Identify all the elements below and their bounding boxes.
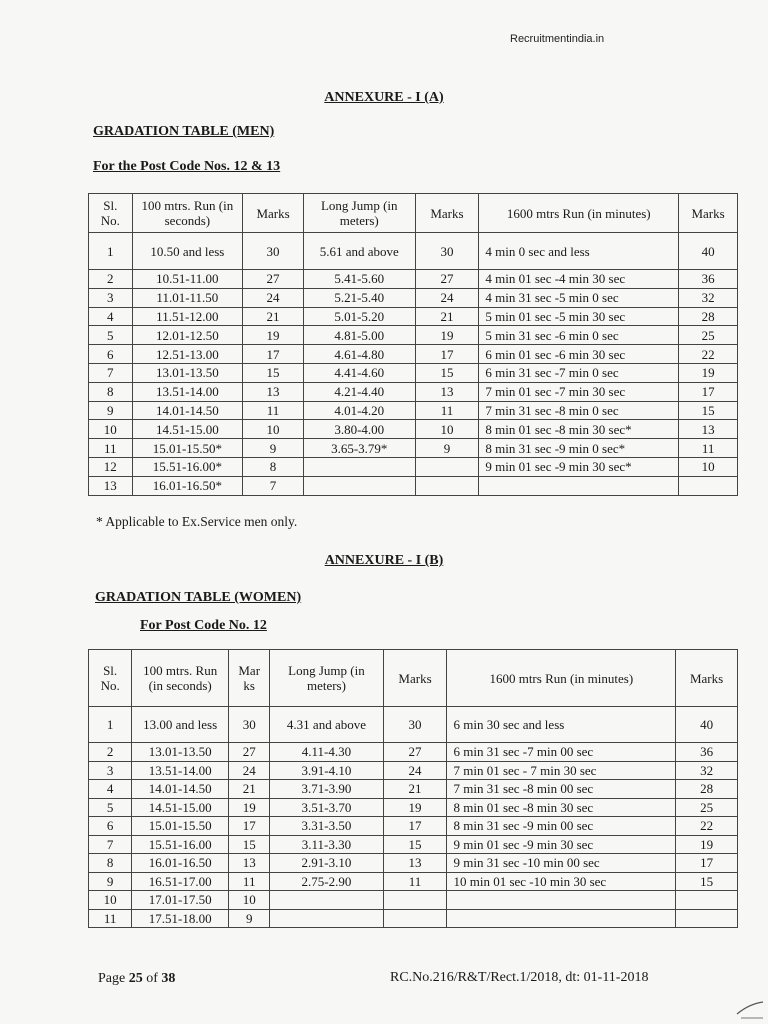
table-cell: 11 bbox=[415, 401, 479, 420]
table-row bbox=[89, 854, 738, 873]
table-cell: 27 bbox=[229, 743, 270, 762]
table-cell: 9 min 01 sec -9 min 30 sec bbox=[447, 835, 676, 854]
table-cell: 10 bbox=[679, 457, 738, 476]
table-cell: 11 bbox=[383, 872, 447, 891]
table-cell: 3.65-3.79* bbox=[303, 439, 415, 458]
table-cell: 6 min 30 sec and less bbox=[447, 707, 676, 743]
table-row bbox=[89, 707, 738, 743]
gradation-table-women bbox=[88, 649, 738, 928]
table-cell: 19 bbox=[383, 798, 447, 817]
table-cell: 3.51-3.70 bbox=[270, 798, 383, 817]
table-cell: 11 bbox=[243, 401, 304, 420]
table-cell: 7 min 01 sec - 7 min 30 sec bbox=[447, 761, 676, 780]
table-cell: 27 bbox=[243, 270, 304, 289]
table-row bbox=[89, 909, 738, 928]
table-cell: 3.31-3.50 bbox=[270, 817, 383, 836]
table-cell: 17 bbox=[229, 817, 270, 836]
table-cell: 4.41-4.60 bbox=[303, 363, 415, 382]
table-cell bbox=[383, 891, 447, 910]
table-cell: 8 bbox=[89, 854, 132, 873]
table-cell: 15.51-16.00 bbox=[132, 835, 229, 854]
table-cell bbox=[447, 909, 676, 928]
table-cell: 14.51-15.00 bbox=[132, 420, 243, 439]
table-cell: 6 min 31 sec -7 min 0 sec bbox=[479, 363, 679, 382]
table-cell: 32 bbox=[676, 761, 738, 780]
table-cell bbox=[415, 476, 479, 495]
table-cell: 17.01-17.50 bbox=[132, 891, 229, 910]
watermark: Recruitmentindia.in bbox=[510, 33, 605, 45]
table-cell: 10 bbox=[89, 891, 132, 910]
page-total: 38 bbox=[161, 971, 176, 986]
annexure-b-title: ANNEXURE - I (B) bbox=[324, 553, 444, 568]
table-cell: 2 bbox=[89, 270, 133, 289]
table-cell: 17 bbox=[383, 817, 447, 836]
table-row bbox=[89, 780, 738, 799]
table-cell: 4 bbox=[89, 307, 133, 326]
column-header: Marks bbox=[243, 194, 304, 233]
table-cell: 15 bbox=[383, 835, 447, 854]
table-cell: 4.11-4.30 bbox=[270, 743, 383, 762]
table-cell bbox=[447, 891, 676, 910]
reference-number: RC.No.216/R&T/Rect.1/2018, dt: 01-11-2018 bbox=[390, 970, 649, 985]
corner-pen-mark bbox=[735, 1000, 765, 1020]
table-cell: 17 bbox=[679, 382, 738, 401]
table-cell: 24 bbox=[415, 288, 479, 307]
table-cell: 4 min 31 sec -5 min 0 sec bbox=[479, 288, 679, 307]
table-cell: 16.01-16.50* bbox=[132, 476, 243, 495]
table-cell: 13 bbox=[89, 476, 133, 495]
page-current: 25 bbox=[128, 971, 143, 986]
table-cell: 15 bbox=[679, 401, 738, 420]
table-row bbox=[89, 288, 738, 307]
table-cell: 13 bbox=[679, 420, 738, 439]
table-cell: 21 bbox=[415, 307, 479, 326]
table-cell: 19 bbox=[243, 326, 304, 345]
table-cell: 15 bbox=[243, 363, 304, 382]
table-cell: 15 bbox=[229, 835, 270, 854]
table-cell: 14.01-14.50 bbox=[132, 401, 243, 420]
table-row bbox=[89, 307, 738, 326]
table-cell: 8 min 31 sec -9 min 0 sec* bbox=[479, 439, 679, 458]
column-header: 1600 mtrs Run (in minutes) bbox=[479, 194, 679, 233]
table-cell: 8 min 01 sec -8 min 30 sec* bbox=[479, 420, 679, 439]
table-cell: 11.01-11.50 bbox=[132, 288, 243, 307]
table-cell: 32 bbox=[679, 288, 738, 307]
table-row bbox=[89, 817, 738, 836]
table-cell: 11 bbox=[229, 872, 270, 891]
table-cell: 4 min 0 sec and less bbox=[479, 233, 679, 270]
table-row bbox=[89, 798, 738, 817]
table-cell: 6 min 01 sec -6 min 30 sec bbox=[479, 345, 679, 364]
table-cell: 27 bbox=[383, 743, 447, 762]
table-cell: 22 bbox=[676, 817, 738, 836]
table-row bbox=[89, 270, 738, 289]
table-cell bbox=[303, 476, 415, 495]
column-header: Marks bbox=[383, 650, 447, 707]
page-prefix: Page bbox=[98, 971, 126, 986]
table-cell: 19 bbox=[676, 835, 738, 854]
column-header: Long Jump (in meters) bbox=[270, 650, 383, 707]
table-cell: 25 bbox=[679, 326, 738, 345]
column-header: Marks bbox=[415, 194, 479, 233]
table-row bbox=[89, 345, 738, 364]
table-cell: 5.01-5.20 bbox=[303, 307, 415, 326]
table-cell: 24 bbox=[383, 761, 447, 780]
table-cell: 9 bbox=[229, 909, 270, 928]
table-cell: 6 bbox=[89, 817, 132, 836]
table-cell: 6 min 31 sec -7 min 00 sec bbox=[447, 743, 676, 762]
table-cell: 13 bbox=[415, 382, 479, 401]
table-cell: 9 bbox=[415, 439, 479, 458]
table-cell: 21 bbox=[229, 780, 270, 799]
table-cell: 11.51-12.00 bbox=[132, 307, 243, 326]
table-cell: 4.21-4.40 bbox=[303, 382, 415, 401]
table-cell: 15.01-15.50* bbox=[132, 439, 243, 458]
table-cell: 4.81-5.00 bbox=[303, 326, 415, 345]
table-row bbox=[89, 835, 738, 854]
table-row bbox=[89, 761, 738, 780]
post-code-subheading-men: For the Post Code Nos. 12 & 13 bbox=[93, 159, 281, 174]
table-cell: 9 bbox=[89, 872, 132, 891]
table-cell: 30 bbox=[383, 707, 447, 743]
table-cell: 27 bbox=[415, 270, 479, 289]
ex-service-note: * Applicable to Ex.Service men only. bbox=[96, 514, 298, 529]
table-cell bbox=[415, 457, 479, 476]
table-cell: 3.80-4.00 bbox=[303, 420, 415, 439]
table-cell bbox=[303, 457, 415, 476]
table-cell: 10.51-11.00 bbox=[132, 270, 243, 289]
annexure-a-title: ANNEXURE - I (A) bbox=[324, 90, 444, 105]
table-cell: 15 bbox=[415, 363, 479, 382]
table-cell: 7 bbox=[89, 363, 133, 382]
table-cell: 3.71-3.90 bbox=[270, 780, 383, 799]
table-cell: 1 bbox=[89, 233, 133, 270]
column-header: Marks bbox=[676, 650, 738, 707]
table-cell: 3.91-4.10 bbox=[270, 761, 383, 780]
table-cell: 4.01-4.20 bbox=[303, 401, 415, 420]
table-row bbox=[89, 872, 738, 891]
table-cell: 13.00 and less bbox=[132, 707, 229, 743]
table-cell: 5 bbox=[89, 798, 132, 817]
table-cell: 7 bbox=[243, 476, 304, 495]
column-header: Marks bbox=[679, 194, 738, 233]
table-cell: 5 bbox=[89, 326, 133, 345]
gradation-heading-men: GRADATION TABLE (MEN) bbox=[93, 124, 275, 139]
table-cell: 2.91-3.10 bbox=[270, 854, 383, 873]
table-cell: 9 min 01 sec -9 min 30 sec* bbox=[479, 457, 679, 476]
table-cell: 8 bbox=[243, 457, 304, 476]
table-cell: 17 bbox=[243, 345, 304, 364]
table-cell: 24 bbox=[229, 761, 270, 780]
table-cell: 10 bbox=[415, 420, 479, 439]
page-number bbox=[98, 971, 175, 987]
table-cell: 30 bbox=[243, 233, 304, 270]
table-row bbox=[89, 420, 738, 439]
table-row bbox=[89, 382, 738, 401]
table-cell: 10 min 01 sec -10 min 30 sec bbox=[447, 872, 676, 891]
table-cell: 12.01-12.50 bbox=[132, 326, 243, 345]
column-header: Long Jump (in meters) bbox=[303, 194, 415, 233]
table-cell: 25 bbox=[676, 798, 738, 817]
table-cell: 40 bbox=[679, 233, 738, 270]
table-cell: 10.50 and less bbox=[132, 233, 243, 270]
table-row bbox=[89, 363, 738, 382]
table-cell: 16.01-16.50 bbox=[132, 854, 229, 873]
table-cell: 9 bbox=[89, 401, 133, 420]
gradation-table-men bbox=[88, 193, 738, 496]
table-cell: 17 bbox=[676, 854, 738, 873]
table-cell: 8 bbox=[89, 382, 133, 401]
table-cell: 15.51-16.00* bbox=[132, 457, 243, 476]
table-cell: 28 bbox=[676, 780, 738, 799]
table-cell bbox=[679, 476, 738, 495]
table-cell: 12 bbox=[89, 457, 133, 476]
table-cell: 7 min 31 sec -8 min 00 sec bbox=[447, 780, 676, 799]
table-cell: 15 bbox=[676, 872, 738, 891]
table-cell: 9 bbox=[243, 439, 304, 458]
table-cell: 7 bbox=[89, 835, 132, 854]
table-cell: 13.51-14.00 bbox=[132, 382, 243, 401]
post-code-subheading-women: For Post Code No. 12 bbox=[140, 618, 267, 633]
table-cell: 13.51-14.00 bbox=[132, 761, 229, 780]
table-row bbox=[89, 439, 738, 458]
table-row bbox=[89, 401, 738, 420]
table-row bbox=[89, 476, 738, 495]
gradation-heading-women: GRADATION TABLE (WOMEN) bbox=[95, 590, 302, 605]
table-cell: 30 bbox=[229, 707, 270, 743]
table-cell bbox=[383, 909, 447, 928]
table-cell: 3.11-3.30 bbox=[270, 835, 383, 854]
table-cell: 13.01-13.50 bbox=[132, 743, 229, 762]
table-cell: 4 min 01 sec -4 min 30 sec bbox=[479, 270, 679, 289]
table-cell bbox=[270, 909, 383, 928]
table-cell: 21 bbox=[383, 780, 447, 799]
table-cell: 5.41-5.60 bbox=[303, 270, 415, 289]
table-cell: 8 min 01 sec -8 min 30 sec bbox=[447, 798, 676, 817]
table-cell: 3 bbox=[89, 288, 133, 307]
table-row bbox=[89, 233, 738, 270]
table-cell: 22 bbox=[679, 345, 738, 364]
table-cell: 12.51-13.00 bbox=[132, 345, 243, 364]
table-cell: 19 bbox=[229, 798, 270, 817]
table-cell: 5 min 01 sec -5 min 30 sec bbox=[479, 307, 679, 326]
table-cell: 10 bbox=[89, 420, 133, 439]
table-cell: 4.31 and above bbox=[270, 707, 383, 743]
table-cell: 9 min 31 sec -10 min 00 sec bbox=[447, 854, 676, 873]
table-cell: 16.51-17.00 bbox=[132, 872, 229, 891]
table-cell: 30 bbox=[415, 233, 479, 270]
table-header-row bbox=[89, 650, 738, 707]
table-cell bbox=[676, 891, 738, 910]
table-cell: 5.21-5.40 bbox=[303, 288, 415, 307]
table-cell: 2.75-2.90 bbox=[270, 872, 383, 891]
table-cell bbox=[676, 909, 738, 928]
column-header: 100 mtrs. Run (in seconds) bbox=[132, 194, 243, 233]
table-row bbox=[89, 743, 738, 762]
table-cell: 4.61-4.80 bbox=[303, 345, 415, 364]
table-cell: 11 bbox=[89, 439, 133, 458]
table-cell: 5 min 31 sec -6 min 0 sec bbox=[479, 326, 679, 345]
table-cell: 3 bbox=[89, 761, 132, 780]
table-header-row bbox=[89, 194, 738, 233]
table-cell: 2 bbox=[89, 743, 132, 762]
table-row bbox=[89, 326, 738, 345]
column-header: 100 mtrs. Run (in seconds) bbox=[132, 650, 229, 707]
table-cell: 28 bbox=[679, 307, 738, 326]
table-cell: 36 bbox=[676, 743, 738, 762]
page-of: of bbox=[146, 971, 158, 986]
table-cell: 10 bbox=[243, 420, 304, 439]
table-row bbox=[89, 457, 738, 476]
column-header: Sl. No. bbox=[89, 194, 133, 233]
table-cell: 10 bbox=[229, 891, 270, 910]
table-cell: 40 bbox=[676, 707, 738, 743]
table-cell: 13 bbox=[243, 382, 304, 401]
table-cell: 13 bbox=[229, 854, 270, 873]
column-header: Mar ks bbox=[229, 650, 270, 707]
table-cell: 11 bbox=[679, 439, 738, 458]
table-cell: 4 bbox=[89, 780, 132, 799]
table-cell: 24 bbox=[243, 288, 304, 307]
table-cell bbox=[270, 891, 383, 910]
table-cell: 17 bbox=[415, 345, 479, 364]
table-cell: 13.01-13.50 bbox=[132, 363, 243, 382]
table-cell: 19 bbox=[679, 363, 738, 382]
column-header: 1600 mtrs Run (in minutes) bbox=[447, 650, 676, 707]
table-cell: 36 bbox=[679, 270, 738, 289]
table-cell: 5.61 and above bbox=[303, 233, 415, 270]
table-cell: 1 bbox=[89, 707, 132, 743]
table-cell: 6 bbox=[89, 345, 133, 364]
table-cell: 8 min 31 sec -9 min 00 sec bbox=[447, 817, 676, 836]
table-cell: 14.01-14.50 bbox=[132, 780, 229, 799]
table-cell: 21 bbox=[243, 307, 304, 326]
table-cell: 7 min 01 sec -7 min 30 sec bbox=[479, 382, 679, 401]
table-cell: 11 bbox=[89, 909, 132, 928]
table-cell: 13 bbox=[383, 854, 447, 873]
column-header: Sl. No. bbox=[89, 650, 132, 707]
table-cell: 17.51-18.00 bbox=[132, 909, 229, 928]
table-row bbox=[89, 891, 738, 910]
table-cell: 7 min 31 sec -8 min 0 sec bbox=[479, 401, 679, 420]
table-cell: 14.51-15.00 bbox=[132, 798, 229, 817]
table-cell: 15.01-15.50 bbox=[132, 817, 229, 836]
table-cell bbox=[479, 476, 679, 495]
table-cell: 19 bbox=[415, 326, 479, 345]
